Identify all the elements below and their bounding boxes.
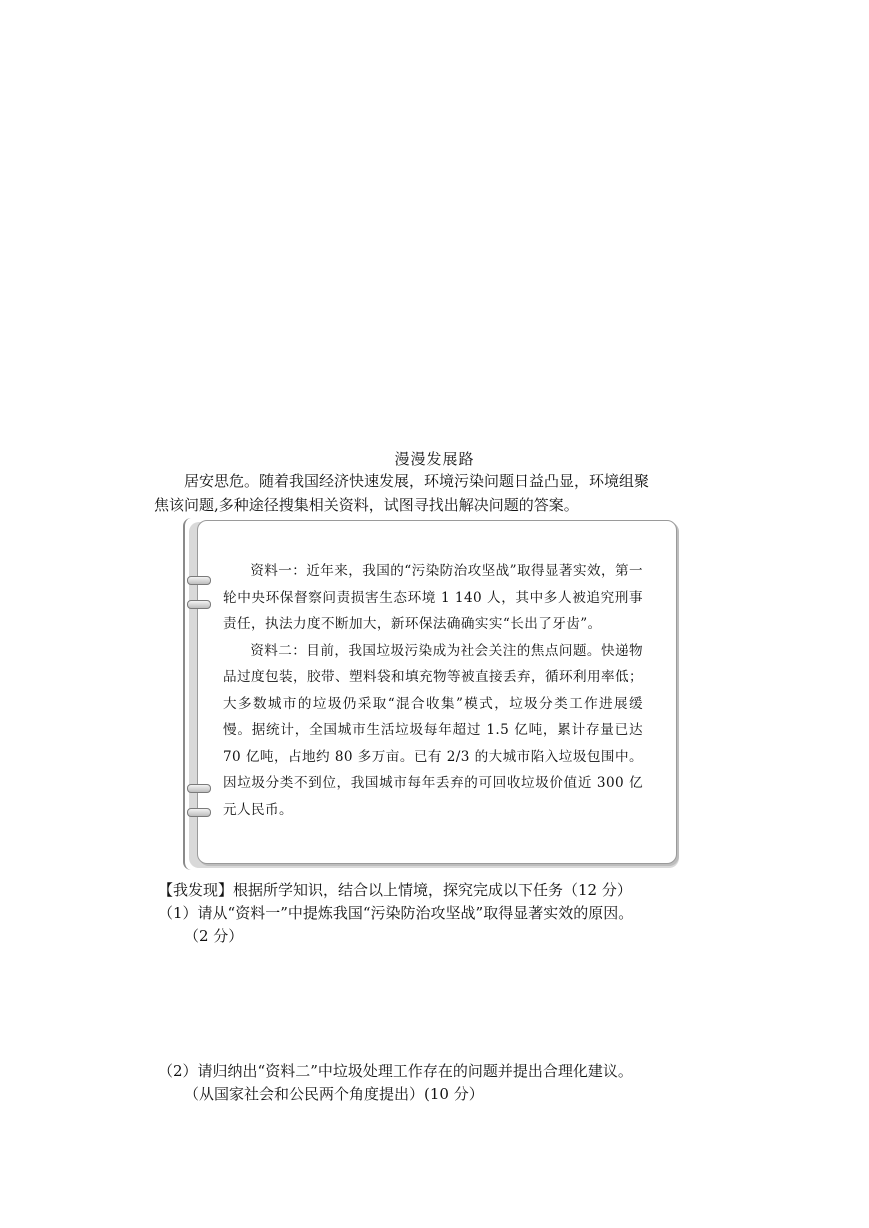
question-1-score: （2 分） bbox=[184, 927, 244, 945]
binder-ring-icon bbox=[187, 600, 211, 609]
intro-paragraph bbox=[154, 469, 664, 517]
task-heading: 【我发现】根据所学知识，结合以上情境，探究完成以下任务（12 分） bbox=[158, 881, 632, 899]
material-notebook bbox=[183, 518, 683, 870]
question-1 bbox=[158, 902, 678, 948]
material-text bbox=[223, 558, 643, 823]
question-1-text: （1）请从“资料一”中提炼我国“污染防治攻坚战”取得显著实效的原因。 bbox=[158, 904, 634, 922]
material-one: 资料一：近年来，我国的“污染防治攻坚战”取得显著实效，第一轮中央环保督察问责损害生态环境 1 140 人，其中多人被追究刑事责任，执法力度不断加大，新环保法确确实实“长出了牙齿”。 bbox=[223, 563, 643, 632]
question-2 bbox=[158, 1060, 678, 1106]
intro-line-2: 焦该问题,多种途径搜集相关资料，试图寻找出解决问题的答案。 bbox=[154, 496, 579, 514]
question-2-text: （2）请归纳出“资料二”中垃圾处理工作存在的问题并提出合理化建议。 bbox=[158, 1062, 633, 1080]
binder-ring-icon bbox=[187, 576, 211, 585]
binder-ring-icon bbox=[187, 784, 211, 793]
material-two: 资料二：目前，我国垃圾污染成为社会关注的焦点问题。快递物品过度包装，胶带、塑料袋和填充物等被直接丢弃，循环利用率低；大多数城市的垃圾仍采取“混合收集”模式，垃圾分类工作进展缓慢。据统计，全国城市生活垃圾每年超过 1.5 亿吨，累计存量已达 70 亿吨，占地约 80 多万亩。已有 2/3 的大城市陷入垃圾包围中。因垃圾分类不到位，我国城市每年丢弃的可回收垃圾价值近 300 亿元人民币。 bbox=[223, 642, 643, 818]
binder-ring-icon bbox=[187, 808, 211, 817]
intro-line-1: 居安思危。随着我国经济快速发展，环境污染问题日益凸显，环境组聚 bbox=[184, 472, 650, 490]
section-title: 漫漫发展路 bbox=[394, 450, 475, 468]
question-2-score: （从国家社会和公民两个角度提出）(10 分） bbox=[184, 1085, 484, 1103]
